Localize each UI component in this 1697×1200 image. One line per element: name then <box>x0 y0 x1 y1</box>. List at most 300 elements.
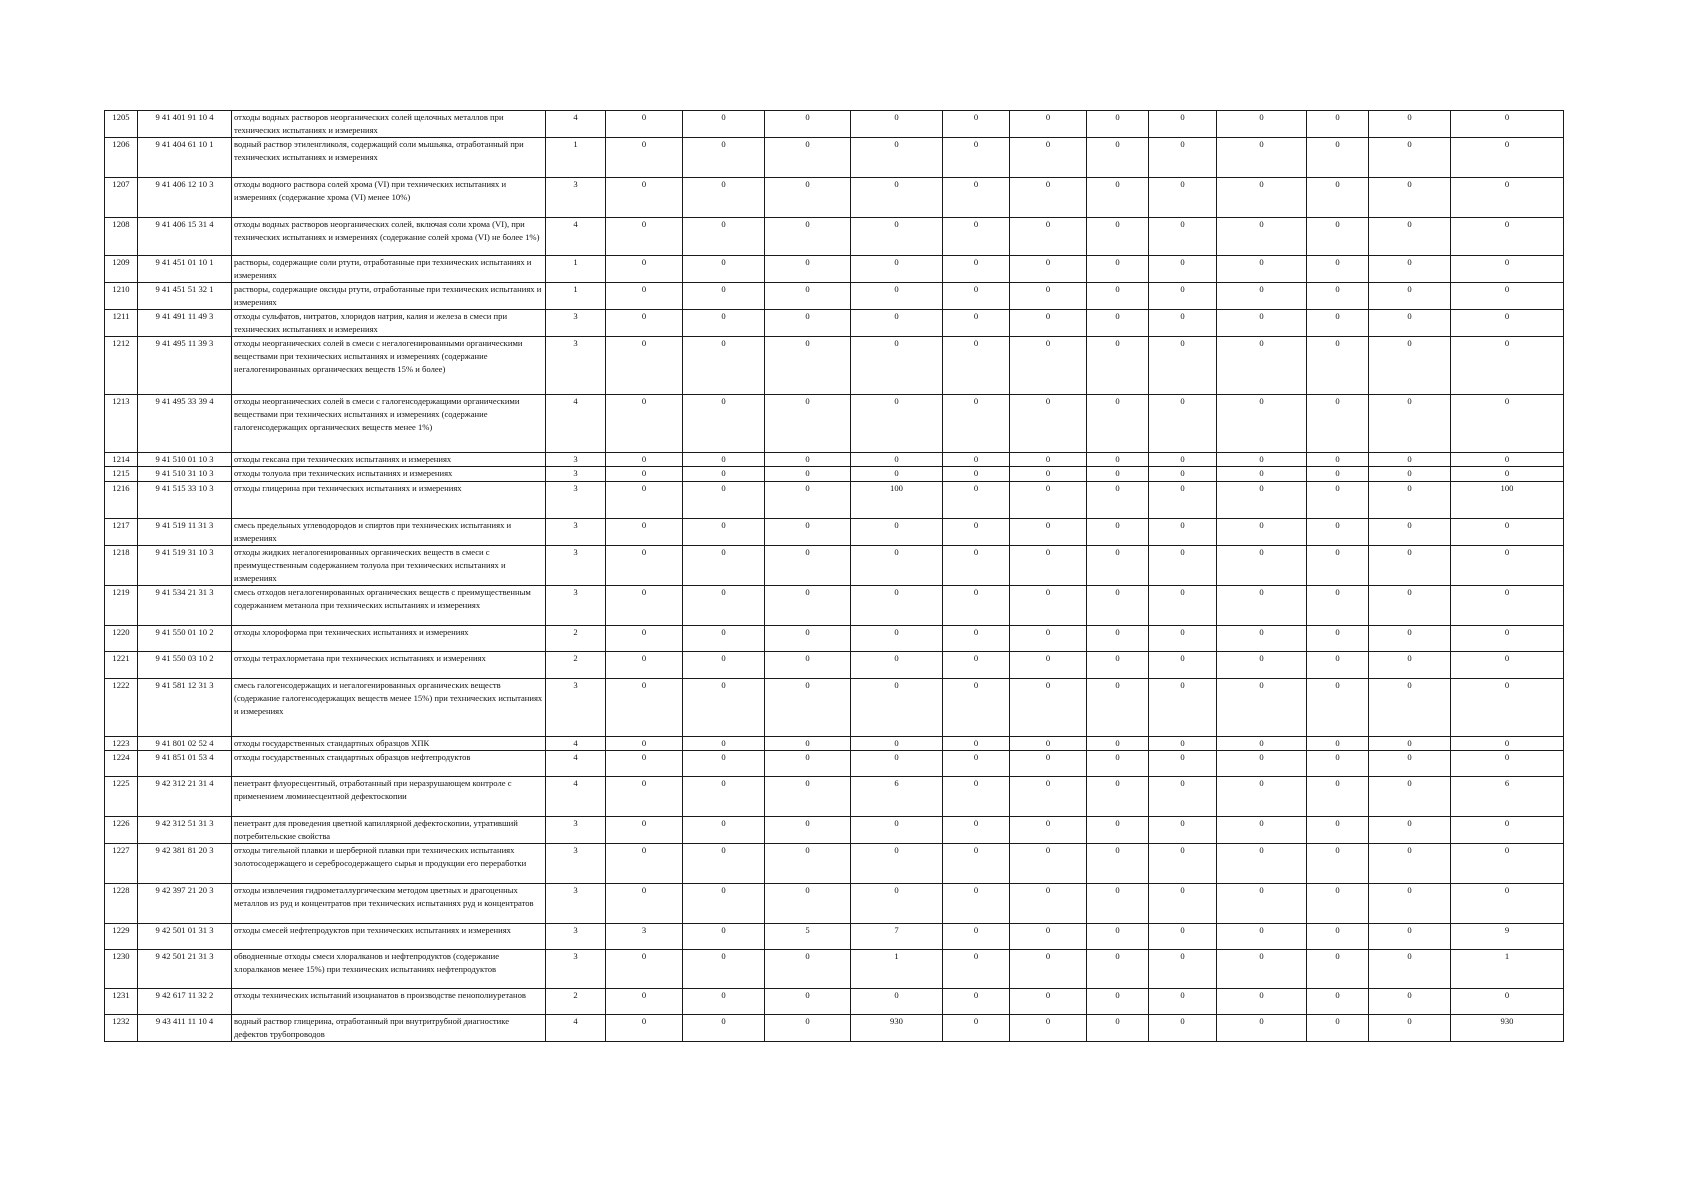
waste-name: отходы смесей нефтепродуктов при технических испытаниях и измерениях <box>232 924 546 950</box>
value-cell: 0 <box>1087 519 1149 546</box>
value-cell: 0 <box>1307 626 1369 652</box>
value-cell: 0 <box>1369 178 1451 218</box>
value-cell: 0 <box>1369 546 1451 586</box>
table-row <box>105 586 1564 626</box>
table-row <box>105 679 1564 737</box>
value-cell: 0 <box>765 586 851 626</box>
value-cell: 0 <box>943 989 1010 1015</box>
table-row <box>105 310 1564 337</box>
value-cell: 0 <box>1217 482 1307 519</box>
value-cell: 100 <box>1451 482 1564 519</box>
waste-name: растворы, содержащие соли ртути, отработанные при технических испытаниях и измерениях <box>232 256 546 283</box>
table-row <box>105 453 1564 467</box>
row-number: 1227 <box>105 844 138 884</box>
value-cell: 0 <box>1149 817 1217 844</box>
value-cell: 0 <box>943 310 1010 337</box>
waste-code: 9 42 312 21 31 4 <box>138 777 232 817</box>
value-cell: 0 <box>1369 777 1451 817</box>
value-cell: 0 <box>1149 138 1217 178</box>
value-cell: 0 <box>683 138 765 178</box>
value-cell: 0 <box>683 924 765 950</box>
value-cell: 0 <box>1369 679 1451 737</box>
value-cell: 0 <box>765 310 851 337</box>
waste-name: отходы гексана при технических испытаниях и измерениях <box>232 453 546 467</box>
value-cell: 0 <box>943 679 1010 737</box>
value-cell: 0 <box>606 679 683 737</box>
value-cell: 0 <box>1217 453 1307 467</box>
waste-code: 9 41 801 02 52 4 <box>138 737 232 751</box>
value-cell: 0 <box>683 218 765 256</box>
value-cell: 0 <box>1087 844 1149 884</box>
value-cell: 0 <box>606 817 683 844</box>
value-cell: 0 <box>1087 218 1149 256</box>
value-cell: 0 <box>606 652 683 679</box>
value-cell: 0 <box>943 138 1010 178</box>
value-cell: 0 <box>1087 884 1149 924</box>
value-cell: 0 <box>1010 679 1087 737</box>
value-cell: 0 <box>851 844 943 884</box>
waste-name: отходы государственных стандартных образцов нефтепродуктов <box>232 751 546 777</box>
value-cell: 0 <box>1307 1015 1369 1042</box>
table-row <box>105 1015 1564 1042</box>
table-row <box>105 482 1564 519</box>
value-cell: 0 <box>1149 679 1217 737</box>
waste-name: отходы глицерина при технических испытаниях и измерениях <box>232 482 546 519</box>
value-cell: 0 <box>1451 586 1564 626</box>
value-cell: 0 <box>851 751 943 777</box>
value-cell: 0 <box>606 844 683 884</box>
value-cell: 0 <box>1010 652 1087 679</box>
value-cell: 0 <box>1087 989 1149 1015</box>
value-cell: 0 <box>851 884 943 924</box>
value-cell: 0 <box>943 924 1010 950</box>
value-cell: 0 <box>1010 218 1087 256</box>
value-cell: 0 <box>1451 283 1564 310</box>
row-number: 1218 <box>105 546 138 586</box>
value-cell: 0 <box>1451 844 1564 884</box>
value-cell: 0 <box>943 519 1010 546</box>
value-cell: 0 <box>1369 138 1451 178</box>
value-cell: 0 <box>1087 751 1149 777</box>
table-row <box>105 817 1564 844</box>
row-number: 1207 <box>105 178 138 218</box>
value-cell: 0 <box>1087 482 1149 519</box>
value-cell: 0 <box>606 467 683 482</box>
value-cell: 0 <box>683 751 765 777</box>
value-cell: 0 <box>606 751 683 777</box>
value-cell: 0 <box>1369 310 1451 337</box>
value-cell: 0 <box>1149 337 1217 395</box>
value-cell: 0 <box>1217 844 1307 884</box>
value-cell: 0 <box>1307 111 1369 138</box>
value-cell: 100 <box>851 482 943 519</box>
waste-code: 9 42 381 81 20 3 <box>138 844 232 884</box>
value-cell: 0 <box>1307 751 1369 777</box>
value-cell: 0 <box>943 1015 1010 1042</box>
value-cell: 0 <box>1307 679 1369 737</box>
value-cell: 0 <box>1369 817 1451 844</box>
value-cell: 0 <box>1087 737 1149 751</box>
value-cell: 0 <box>606 178 683 218</box>
value-cell: 0 <box>606 546 683 586</box>
table-row <box>105 111 1564 138</box>
hazard-class: 2 <box>546 626 606 652</box>
hazard-class: 3 <box>546 337 606 395</box>
value-cell: 0 <box>1217 467 1307 482</box>
waste-code: 9 41 510 31 10 3 <box>138 467 232 482</box>
value-cell: 0 <box>1087 817 1149 844</box>
value-cell: 0 <box>606 337 683 395</box>
value-cell: 0 <box>1087 467 1149 482</box>
waste-name: отходы водного раствора солей хрома (VI) при технических испытаниях и измерениях (содержание хрома (VI) менее 10%) <box>232 178 546 218</box>
value-cell: 0 <box>1149 1015 1217 1042</box>
value-cell: 0 <box>1369 1015 1451 1042</box>
value-cell: 0 <box>1307 844 1369 884</box>
waste-name: водный раствор глицерина, отработанный при внутритрубной диагностике дефектов трубопроводов <box>232 1015 546 1042</box>
value-cell: 0 <box>1010 751 1087 777</box>
value-cell: 0 <box>1369 924 1451 950</box>
value-cell: 0 <box>1149 453 1217 467</box>
value-cell: 0 <box>1451 178 1564 218</box>
value-cell: 0 <box>1149 989 1217 1015</box>
waste-code: 9 41 451 01 10 1 <box>138 256 232 283</box>
hazard-class: 2 <box>546 652 606 679</box>
value-cell: 0 <box>1451 467 1564 482</box>
value-cell: 3 <box>606 924 683 950</box>
value-cell: 0 <box>1307 519 1369 546</box>
value-cell: 0 <box>1217 256 1307 283</box>
value-cell: 0 <box>765 950 851 989</box>
waste-name: отходы извлечения гидрометаллургическим методом цветных и драгоценных металлов из руд и концентратов при технических испытаниях руд и концентратов <box>232 884 546 924</box>
value-cell: 0 <box>1087 546 1149 586</box>
value-cell: 0 <box>1369 453 1451 467</box>
hazard-class: 3 <box>546 519 606 546</box>
value-cell: 0 <box>1307 283 1369 310</box>
value-cell: 0 <box>1010 924 1087 950</box>
table-row <box>105 989 1564 1015</box>
value-cell: 0 <box>1217 817 1307 844</box>
value-cell: 0 <box>1307 395 1369 453</box>
waste-name: отходы тетрахлорметана при технических испытаниях и измерениях <box>232 652 546 679</box>
value-cell: 0 <box>943 283 1010 310</box>
value-cell: 0 <box>1087 777 1149 817</box>
value-cell: 0 <box>851 283 943 310</box>
table-row <box>105 950 1564 989</box>
hazard-class: 2 <box>546 989 606 1015</box>
waste-code: 9 41 550 01 10 2 <box>138 626 232 652</box>
value-cell: 0 <box>1369 652 1451 679</box>
value-cell: 0 <box>1149 467 1217 482</box>
value-cell: 0 <box>1451 519 1564 546</box>
value-cell: 0 <box>1217 989 1307 1015</box>
value-cell: 1 <box>851 950 943 989</box>
value-cell: 0 <box>1451 884 1564 924</box>
waste-code: 9 42 397 21 20 3 <box>138 884 232 924</box>
value-cell: 0 <box>606 884 683 924</box>
value-cell: 0 <box>765 467 851 482</box>
value-cell: 0 <box>851 679 943 737</box>
value-cell: 0 <box>1217 751 1307 777</box>
waste-name: водный раствор этиленгликоля, содержащий соли мышьяка, отработанный при технических испытаниях и измерениях <box>232 138 546 178</box>
value-cell: 0 <box>1307 737 1369 751</box>
value-cell: 0 <box>1451 679 1564 737</box>
value-cell: 0 <box>606 777 683 817</box>
value-cell: 0 <box>1451 737 1564 751</box>
waste-code: 9 41 534 21 31 3 <box>138 586 232 626</box>
value-cell: 0 <box>1149 178 1217 218</box>
value-cell: 0 <box>1217 111 1307 138</box>
value-cell: 0 <box>1010 989 1087 1015</box>
value-cell: 0 <box>683 519 765 546</box>
hazard-class: 3 <box>546 482 606 519</box>
value-cell: 0 <box>943 178 1010 218</box>
value-cell: 6 <box>851 777 943 817</box>
value-cell: 0 <box>1087 111 1149 138</box>
value-cell: 0 <box>765 138 851 178</box>
value-cell: 0 <box>851 178 943 218</box>
value-cell: 0 <box>765 751 851 777</box>
value-cell: 0 <box>851 652 943 679</box>
value-cell: 0 <box>1369 218 1451 256</box>
table-row <box>105 337 1564 395</box>
value-cell: 0 <box>606 1015 683 1042</box>
value-cell: 0 <box>1010 482 1087 519</box>
hazard-class: 4 <box>546 1015 606 1042</box>
value-cell: 0 <box>1149 626 1217 652</box>
value-cell: 0 <box>1149 884 1217 924</box>
value-cell: 0 <box>1307 256 1369 283</box>
value-cell: 0 <box>1010 884 1087 924</box>
value-cell: 0 <box>765 256 851 283</box>
table-row <box>105 546 1564 586</box>
value-cell: 0 <box>1149 924 1217 950</box>
row-number: 1217 <box>105 519 138 546</box>
row-number: 1210 <box>105 283 138 310</box>
value-cell: 0 <box>851 626 943 652</box>
value-cell: 0 <box>1307 178 1369 218</box>
value-cell: 0 <box>1451 817 1564 844</box>
waste-code: 9 41 581 12 31 3 <box>138 679 232 737</box>
value-cell: 0 <box>1217 546 1307 586</box>
value-cell: 1 <box>1451 950 1564 989</box>
value-cell: 0 <box>943 777 1010 817</box>
table-row <box>105 218 1564 256</box>
value-cell: 0 <box>606 283 683 310</box>
value-cell: 0 <box>1149 283 1217 310</box>
value-cell: 0 <box>1149 218 1217 256</box>
waste-name: отходы сульфатов, нитратов, хлоридов натрия, калия и железа в смеси при технических испытаниях и измерениях <box>232 310 546 337</box>
value-cell: 0 <box>1217 1015 1307 1042</box>
value-cell: 0 <box>851 817 943 844</box>
hazard-class: 4 <box>546 751 606 777</box>
value-cell: 0 <box>1010 777 1087 817</box>
value-cell: 0 <box>1087 679 1149 737</box>
value-cell: 0 <box>765 1015 851 1042</box>
value-cell: 0 <box>765 737 851 751</box>
value-cell: 0 <box>1369 519 1451 546</box>
value-cell: 0 <box>943 737 1010 751</box>
value-cell: 0 <box>1307 218 1369 256</box>
value-cell: 0 <box>683 844 765 884</box>
value-cell: 0 <box>1369 586 1451 626</box>
hazard-class: 3 <box>546 546 606 586</box>
value-cell: 0 <box>683 626 765 652</box>
table-row <box>105 519 1564 546</box>
value-cell: 0 <box>1010 844 1087 884</box>
value-cell: 0 <box>1307 482 1369 519</box>
row-number: 1231 <box>105 989 138 1015</box>
waste-code: 9 41 451 51 32 1 <box>138 283 232 310</box>
hazard-class: 3 <box>546 844 606 884</box>
table-row <box>105 138 1564 178</box>
value-cell: 0 <box>606 586 683 626</box>
value-cell: 0 <box>683 737 765 751</box>
value-cell: 0 <box>1010 1015 1087 1042</box>
waste-code: 9 41 404 61 10 1 <box>138 138 232 178</box>
hazard-class: 1 <box>546 283 606 310</box>
value-cell: 0 <box>943 586 1010 626</box>
value-cell: 0 <box>851 586 943 626</box>
waste-name: отходы неорганических солей в смеси с негалогенированными органическими веществами при технических испытаниях и измерениях (содержание негалогенированных органических веществ 15% и более) <box>232 337 546 395</box>
hazard-class: 1 <box>546 138 606 178</box>
value-cell: 0 <box>683 467 765 482</box>
value-cell: 0 <box>1149 737 1217 751</box>
value-cell: 0 <box>1217 924 1307 950</box>
value-cell: 0 <box>943 652 1010 679</box>
value-cell: 0 <box>1149 519 1217 546</box>
hazard-class: 3 <box>546 950 606 989</box>
waste-code: 9 42 501 01 31 3 <box>138 924 232 950</box>
value-cell: 0 <box>1010 626 1087 652</box>
table-row <box>105 737 1564 751</box>
value-cell: 0 <box>1307 989 1369 1015</box>
value-cell: 0 <box>1217 337 1307 395</box>
value-cell: 0 <box>1307 138 1369 178</box>
value-cell: 0 <box>1217 737 1307 751</box>
value-cell: 0 <box>606 310 683 337</box>
row-number: 1213 <box>105 395 138 453</box>
value-cell: 0 <box>606 989 683 1015</box>
value-cell: 0 <box>606 256 683 283</box>
value-cell: 0 <box>1010 546 1087 586</box>
value-cell: 0 <box>1217 586 1307 626</box>
value-cell: 0 <box>606 950 683 989</box>
value-cell: 0 <box>943 546 1010 586</box>
row-number: 1208 <box>105 218 138 256</box>
hazard-class: 4 <box>546 777 606 817</box>
row-number: 1220 <box>105 626 138 652</box>
waste-name: смесь отходов негалогенированных органических веществ с преимущественным содержанием метанола при технических испытаниях и измерениях <box>232 586 546 626</box>
hazard-class: 3 <box>546 679 606 737</box>
waste-code: 9 41 406 12 10 3 <box>138 178 232 218</box>
value-cell: 0 <box>1010 467 1087 482</box>
value-cell: 0 <box>1217 652 1307 679</box>
value-cell: 0 <box>1087 138 1149 178</box>
value-cell: 0 <box>1087 310 1149 337</box>
waste-code: 9 41 491 11 49 3 <box>138 310 232 337</box>
value-cell: 0 <box>1010 310 1087 337</box>
row-number: 1226 <box>105 817 138 844</box>
value-cell: 0 <box>1149 652 1217 679</box>
hazard-class: 3 <box>546 467 606 482</box>
value-cell: 0 <box>1451 111 1564 138</box>
value-cell: 0 <box>765 218 851 256</box>
waste-name: растворы, содержащие оксиды ртути, отработанные при технических испытаниях и измерениях <box>232 283 546 310</box>
value-cell: 0 <box>1369 337 1451 395</box>
row-number: 1206 <box>105 138 138 178</box>
value-cell: 0 <box>851 337 943 395</box>
value-cell: 0 <box>1149 395 1217 453</box>
value-cell: 0 <box>851 111 943 138</box>
waste-name: отходы водных растворов неорганических солей, включая соли хрома (VI), при технических испытаниях и измерениях (содержание солей хрома (VI) не более 1%) <box>232 218 546 256</box>
value-cell: 0 <box>1010 138 1087 178</box>
waste-name: пенетрант для проведения цветной капиллярной дефектоскопии, утративший потребительские свойства <box>232 817 546 844</box>
value-cell: 0 <box>1010 817 1087 844</box>
value-cell: 0 <box>1217 310 1307 337</box>
value-cell: 0 <box>606 218 683 256</box>
value-cell: 0 <box>1451 310 1564 337</box>
value-cell: 0 <box>851 453 943 467</box>
waste-code: 9 41 550 03 10 2 <box>138 652 232 679</box>
value-cell: 0 <box>1010 453 1087 467</box>
value-cell: 0 <box>1010 586 1087 626</box>
table-row <box>105 626 1564 652</box>
value-cell: 0 <box>1149 256 1217 283</box>
value-cell: 0 <box>943 817 1010 844</box>
table-row <box>105 844 1564 884</box>
value-cell: 0 <box>683 679 765 737</box>
value-cell: 0 <box>1010 283 1087 310</box>
table-row <box>105 652 1564 679</box>
table-row <box>105 884 1564 924</box>
value-cell: 0 <box>1087 1015 1149 1042</box>
row-number: 1230 <box>105 950 138 989</box>
value-cell: 0 <box>606 482 683 519</box>
waste-name: пенетрант флуоресцентный, отработанный при неразрушающем контроле с применением люминесцентной дефектоскопии <box>232 777 546 817</box>
value-cell: 0 <box>1307 453 1369 467</box>
row-number: 1216 <box>105 482 138 519</box>
value-cell: 0 <box>1087 950 1149 989</box>
value-cell: 0 <box>943 482 1010 519</box>
value-cell: 0 <box>765 395 851 453</box>
hazard-class: 3 <box>546 310 606 337</box>
table-body <box>105 111 1564 1042</box>
value-cell: 0 <box>1307 924 1369 950</box>
value-cell: 0 <box>1087 924 1149 950</box>
row-number: 1228 <box>105 884 138 924</box>
waste-code: 9 41 401 91 10 4 <box>138 111 232 138</box>
value-cell: 0 <box>943 453 1010 467</box>
value-cell: 0 <box>765 817 851 844</box>
value-cell: 6 <box>1451 777 1564 817</box>
value-cell: 0 <box>1149 844 1217 884</box>
hazard-class: 3 <box>546 884 606 924</box>
value-cell: 0 <box>1217 519 1307 546</box>
value-cell: 0 <box>765 844 851 884</box>
value-cell: 0 <box>851 989 943 1015</box>
value-cell: 0 <box>1307 310 1369 337</box>
waste-name: отходы технических испытаний изоцианатов в производстве пенополиуретанов <box>232 989 546 1015</box>
value-cell: 0 <box>765 283 851 310</box>
value-cell: 0 <box>765 777 851 817</box>
waste-code: 9 41 519 11 31 3 <box>138 519 232 546</box>
waste-name: смесь предельных углеводородов и спиртов при технических испытаниях и измерениях <box>232 519 546 546</box>
value-cell: 0 <box>851 256 943 283</box>
waste-name: отходы неорганических солей в смеси с галогенсодержащими органическими веществами при технических испытаниях и измерениях (содержание галогенсодержащих органических веществ менее 1%) <box>232 395 546 453</box>
value-cell: 0 <box>1010 737 1087 751</box>
value-cell: 0 <box>1149 482 1217 519</box>
value-cell: 0 <box>1369 467 1451 482</box>
